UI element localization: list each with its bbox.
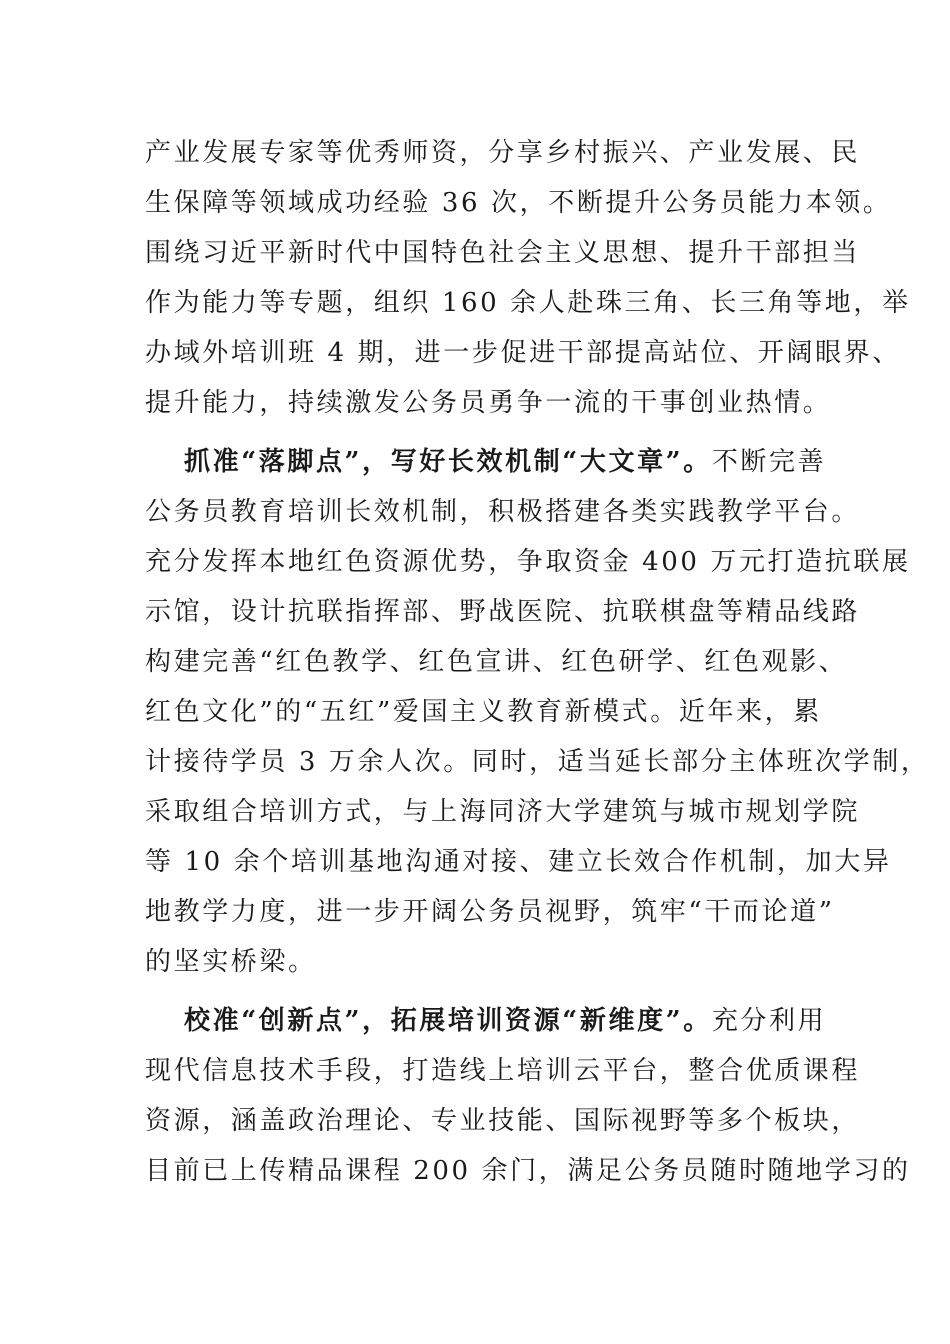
paragraph-3-first-line-text: 充分利用 xyxy=(711,1006,827,1036)
paragraph-3-line-1 xyxy=(184,1001,826,1041)
paragraph-2-line-11: 的坚实桥梁。 xyxy=(145,947,317,977)
paragraph-2-heading: 抓准“落脚点”，写好长效机制“大文章”。 xyxy=(184,447,712,477)
paragraph-1-line-2: 生保障等领域成功经验 36 次，不断提升公务员能力本领。 xyxy=(145,188,892,218)
paragraph-1-line-3: 围绕习近平新时代中国特色社会主义思想、提升干部担当 xyxy=(145,238,861,268)
paragraph-2-line-2: 公务员教育培训长效机制，积极搭建各类实践教学平台。 xyxy=(145,497,861,527)
paragraph-3-line-3: 资源，涵盖政治理论、专业技能、国际视野等多个板块， xyxy=(145,1106,861,1136)
paragraph-1-line-5: 办域外培训班 4 期，进一步促进干部提高站位、开阔眼界、 xyxy=(145,338,901,368)
paragraph-2-first-line-text: 不断完善 xyxy=(711,447,827,477)
paragraph-2-line-10: 地教学力度，进一步开阔公务员视野，筑牢“干而论道” xyxy=(145,897,835,927)
paragraph-1-line-6: 提升能力，持续激发公务员勇争一流的干事创业热情。 xyxy=(145,388,832,418)
paragraph-2-line-6: 红色文化”的“五红”爱国主义教育新模式。近年来，累 xyxy=(145,697,822,727)
paragraph-3-line-4: 目前已上传精品课程 200 余门，满足公务员随时随地学习的 xyxy=(145,1156,911,1186)
paragraph-2-line-1 xyxy=(184,442,826,482)
paragraph-2-line-3: 充分发挥本地红色资源优势，争取资金 400 万元打造抗联展 xyxy=(145,547,911,577)
paragraph-2-line-4: 示馆，设计抗联指挥部、野战医院、抗联棋盘等精品线路 xyxy=(145,597,861,627)
paragraph-1-line-4: 作为能力等专题，组织 160 余人赴珠三角、长三角等地，举 xyxy=(145,288,911,318)
paragraph-3-line-2: 现代信息技术手段，打造线上培训云平台，整合优质课程 xyxy=(145,1056,861,1086)
paragraph-2-line-9: 等 10 余个培训基地沟通对接、建立长效合作机制，加大异 xyxy=(145,847,892,877)
paragraph-2-line-7: 计接待学员 3 万余人次。同时，适当延长部分主体班次学制， xyxy=(145,747,930,777)
paragraph-1-line-1: 产业发展专家等优秀师资，分享乡村振兴、产业发展、民 xyxy=(145,138,861,168)
paragraph-2-line-5: 构建完善“红色教学、红色宣讲、红色研学、红色观影、 xyxy=(145,647,848,677)
paragraph-2-line-8: 采取组合培训方式，与上海同济大学建筑与城市规划学院 xyxy=(145,797,861,827)
paragraph-3-heading: 校准“创新点”，拓展培训资源“新维度”。 xyxy=(184,1006,712,1036)
